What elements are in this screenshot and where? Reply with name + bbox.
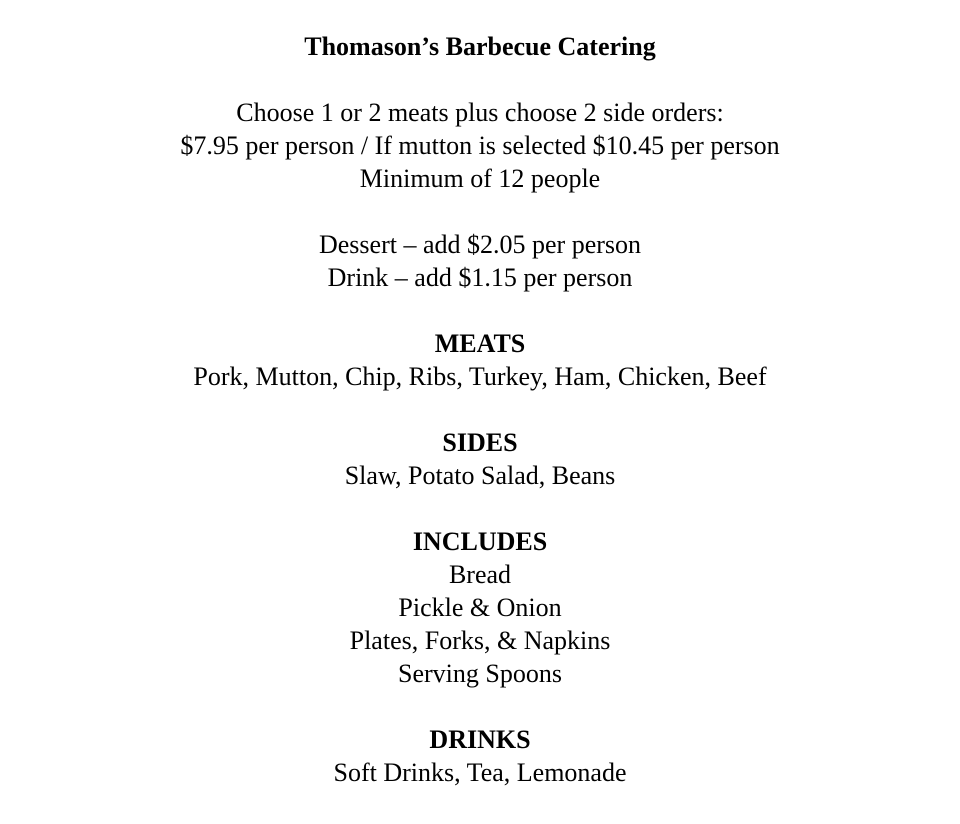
meats-heading: MEATS xyxy=(434,329,526,358)
menu-title: Thomason’s Barbecue Catering xyxy=(304,32,656,61)
meats-list: Pork, Mutton, Chip, Ribs, Turkey, Ham, Chicken, Beef xyxy=(193,362,767,391)
drinks-heading: DRINKS xyxy=(429,725,531,754)
includes-heading: INCLUDES xyxy=(412,527,548,556)
sides-heading: SIDES xyxy=(442,428,518,457)
addon-dessert: Dessert – add $2.05 per person xyxy=(318,230,642,259)
pricing-line-price: $7.95 per person / If mutton is selected $10.45 per person xyxy=(180,131,780,160)
includes-item-plates-forks-napkins: Plates, Forks, & Napkins xyxy=(349,626,611,655)
pricing-line-minimum: Minimum of 12 people xyxy=(359,164,601,193)
includes-item-bread: Bread xyxy=(448,560,512,589)
addon-drink: Drink – add $1.15 per person xyxy=(327,263,633,292)
sides-list: Slaw, Potato Salad, Beans xyxy=(344,461,616,490)
includes-item-pickle-onion: Pickle & Onion xyxy=(398,593,562,622)
includes-item-serving-spoons: Serving Spoons xyxy=(398,659,562,688)
pricing-line-choose: Choose 1 or 2 meats plus choose 2 side orders: xyxy=(236,98,724,127)
drinks-list: Soft Drinks, Tea, Lemonade xyxy=(333,758,627,787)
